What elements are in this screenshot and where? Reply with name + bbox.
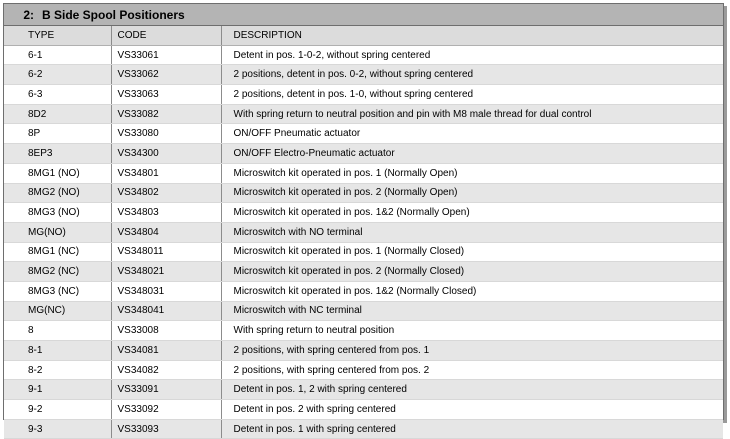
cell-type: 6-1: [4, 45, 111, 65]
section-number: 2:: [23, 7, 34, 22]
table-row: [4, 222, 723, 242]
table-header-row: [4, 26, 723, 45]
cell-code: VS33008: [111, 321, 221, 341]
table-row: [4, 281, 723, 301]
cell-description: 2 positions, with spring centered from pos. 2: [221, 360, 723, 380]
table-row: [4, 242, 723, 262]
cell-code: VS33061: [111, 45, 221, 65]
table-row: [4, 104, 723, 124]
table-row: [4, 400, 723, 420]
cell-type: 8MG2 (NO): [4, 183, 111, 203]
cell-description: Microswitch with NO terminal: [221, 222, 723, 242]
cell-description: Microswitch with NC terminal: [221, 301, 723, 321]
cell-description: ON/OFF Pneumatic actuator: [221, 124, 723, 144]
table-row: [4, 85, 723, 105]
cell-type: 8MG3 (NC): [4, 281, 111, 301]
table-row: [4, 262, 723, 282]
cell-code: VS34802: [111, 183, 221, 203]
cell-description: Microswitch kit operated in pos. 2 (Normally Open): [221, 183, 723, 203]
cell-code: VS34801: [111, 163, 221, 183]
cell-description: 2 positions, with spring centered from pos. 1: [221, 341, 723, 361]
cell-description: With spring return to neutral position: [221, 321, 723, 341]
table-row: [4, 203, 723, 223]
cell-type: 8MG1 (NC): [4, 242, 111, 262]
cell-description: Microswitch kit operated in pos. 1&2 (Normally Closed): [221, 281, 723, 301]
positioners-table: [4, 26, 723, 439]
cell-type: 8MG2 (NC): [4, 262, 111, 282]
cell-code: VS34804: [111, 222, 221, 242]
cell-description: Detent in pos. 1, 2 with spring centered: [221, 380, 723, 400]
table-row: [4, 183, 723, 203]
cell-type: 9-2: [4, 400, 111, 420]
cell-description: ON/OFF Electro-Pneumatic actuator: [221, 144, 723, 164]
table-row: [4, 144, 723, 164]
cell-code: VS34803: [111, 203, 221, 223]
cell-description: Microswitch kit operated in pos. 1 (Normally Closed): [221, 242, 723, 262]
cell-code: VS33093: [111, 419, 221, 439]
cell-type: 9-3: [4, 419, 111, 439]
cell-description: With spring return to neutral position and pin with M8 male thread for dual control: [221, 104, 723, 124]
cell-type: 6-2: [4, 65, 111, 85]
column-header-code: CODE: [111, 26, 221, 45]
cell-code: VS348031: [111, 281, 221, 301]
cell-type: 8MG1 (NO): [4, 163, 111, 183]
cell-code: VS33091: [111, 380, 221, 400]
table-row: [4, 124, 723, 144]
cell-description: Microswitch kit operated in pos. 1 (Normally Open): [221, 163, 723, 183]
cell-code: VS34082: [111, 360, 221, 380]
table-row: [4, 163, 723, 183]
cell-description: Microswitch kit operated in pos. 1&2 (Normally Open): [221, 203, 723, 223]
cell-code: VS33092: [111, 400, 221, 420]
cell-code: VS348011: [111, 242, 221, 262]
cell-description: Detent in pos. 1-0-2, without spring centered: [221, 45, 723, 65]
table-row: [4, 380, 723, 400]
cell-code: VS34081: [111, 341, 221, 361]
table-row: [4, 360, 723, 380]
cell-type: 9-1: [4, 380, 111, 400]
spool-positioners-panel: [3, 3, 724, 435]
cell-type: 8MG3 (NO): [4, 203, 111, 223]
cell-code: VS33062: [111, 65, 221, 85]
section-title-bar: [4, 4, 723, 26]
table-row: [4, 419, 723, 439]
cell-type: 8: [4, 321, 111, 341]
cell-code: VS33063: [111, 85, 221, 105]
cell-type: MG(NO): [4, 222, 111, 242]
table-row: [4, 301, 723, 321]
cell-description: Microswitch kit operated in pos. 2 (Normally Closed): [221, 262, 723, 282]
column-header-type: TYPE: [4, 26, 111, 45]
cell-description: 2 positions, detent in pos. 0-2, without spring centered: [221, 65, 723, 85]
cell-description: 2 positions, detent in pos. 1-0, without spring centered: [221, 85, 723, 105]
cell-type: 8-1: [4, 341, 111, 361]
cell-type: 8D2: [4, 104, 111, 124]
cell-description: Detent in pos. 2 with spring centered: [221, 400, 723, 420]
cell-description: Detent in pos. 1 with spring centered: [221, 419, 723, 439]
column-header-description: DESCRIPTION: [221, 26, 723, 45]
cell-type: 8-2: [4, 360, 111, 380]
cell-type: 8P: [4, 124, 111, 144]
cell-code: VS33080: [111, 124, 221, 144]
cell-type: 8EP3: [4, 144, 111, 164]
table-row: [4, 341, 723, 361]
table-row: [4, 45, 723, 65]
cell-code: VS33082: [111, 104, 221, 124]
cell-type: 6-3: [4, 85, 111, 105]
cell-type: MG(NC): [4, 301, 111, 321]
cell-code: VS34300: [111, 144, 221, 164]
section-title: B Side Spool Positioners: [42, 7, 185, 22]
table-row: [4, 65, 723, 85]
cell-code: VS348021: [111, 262, 221, 282]
cell-code: VS348041: [111, 301, 221, 321]
table-row: [4, 321, 723, 341]
